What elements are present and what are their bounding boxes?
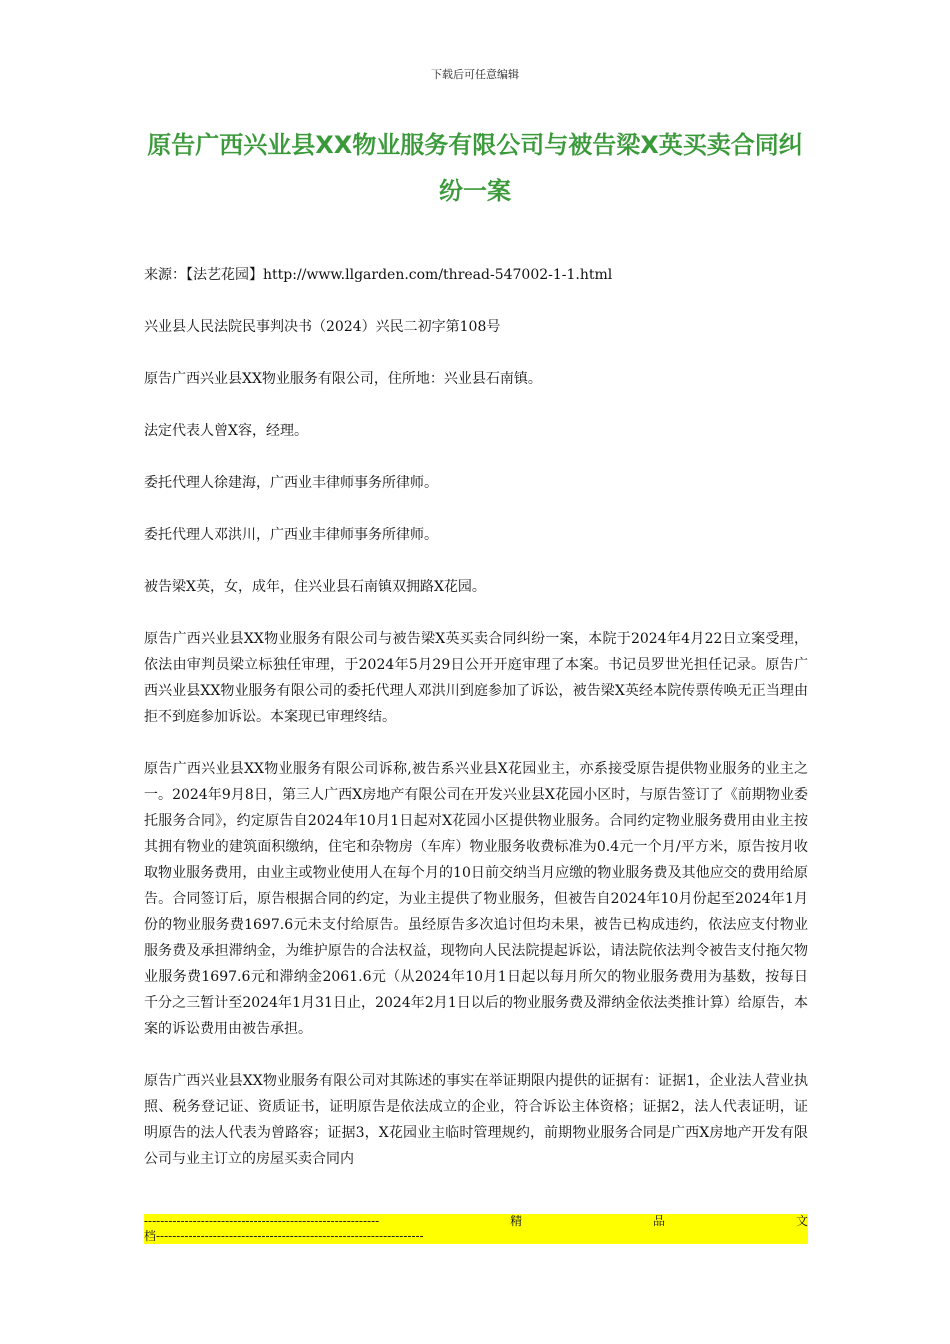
footer-word-2: 品 [653, 1214, 666, 1228]
header-note: 下载后可任意编辑 [431, 68, 519, 81]
legal-representative: 法定代表人曾X容，经理。 [144, 423, 308, 439]
evidence-paragraph: 原告广西兴业县XX物业服务有限公司对其陈述的事实在举证期限内提供的证据有：证据1，企业法人营业执照、税务登记证、资质证书，证明原告是依法成立的企业，符合诉讼主体资格；证据2，法人代表证明，证明原告的法人代表为曾路容；证据3，X花园业主临时管理规约，前期物业服务合同是广西X房地产开发有限公司与业主订立的房屋买卖合同内 [144, 1073, 808, 1167]
footer-word-3: 文 [795, 1214, 808, 1228]
footer-row-1 [144, 1214, 808, 1229]
agent-2: 委托代理人邓洪川，广西业丰律师事务所律师。 [144, 527, 438, 543]
footer-dashes: ---------------------------------------------------------- [144, 1214, 380, 1228]
defendant-info: 被告梁X英，女，成年，住兴业县石南镇双拥路X花园。 [144, 579, 486, 595]
source-line: 来源：【法艺花园】http://www.llgarden.com/thread-547002-1-1.html [144, 267, 613, 283]
footer-row-2: 档------------------------------------------------------------------ [144, 1229, 424, 1243]
document-title: 原告广西兴业县XX物业服务有限公司与被告梁X英买卖合同纠纷一案 [147, 131, 803, 205]
agent-1: 委托代理人徐建海，广西业丰律师事务所律师。 [144, 475, 438, 491]
plaintiff-info: 原告广西兴业县XX物业服务有限公司，住所地：兴业县石南镇。 [144, 371, 542, 387]
document-body [144, 262, 808, 1198]
case-intro-paragraph: 原告广西兴业县XX物业服务有限公司与被告梁X英买卖合同纠纷一案，本院于2024年4月22日立案受理，依法由审判员梁立标独任审理，于2024年5月29日公开开庭审理了本案。书记员罗世光担任记录。原告广西兴业县XX物业服务有限公司的委托代理人邓洪川到庭参加了诉讼，被告梁X英经本院传票传唤无正当理由拒不到庭参加诉讼。本案现已审理终结。 [144, 631, 808, 725]
footer-word-1: 精 [510, 1214, 523, 1228]
case-number: 兴业县人民法院民事判决书（2024）兴民二初字第108号 [144, 319, 501, 335]
footer-watermark-band [144, 1214, 808, 1244]
plaintiff-claim-paragraph: 原告广西兴业县XX物业服务有限公司诉称,被告系兴业县X花园业主，亦系接受原告提供物业服务的业主之一。2024年9月8日，第三人广西X房地产有限公司在开发兴业县X花园小区时，与原告签订了《前期物业委托服务合同》，约定原告自2024年10月1日起对X花园小区提供物业服务。合同约定物业服务费用由业主按其拥有物业的建筑面积缴纳，住宅和杂物房（车库）物业服务收费标准为0.4元一个月/平方米，原告按月收取物业服务费用，由业主或物业使用人在每个月的10日前交纳当月应缴的物业服务费及其他应交的费用给原告。合同签订后，原告根据合同的约定，为业主提供了物业服务，但被告自2024年10月份起至2024年1月份的物业服务费1697.6元未支付给原告。虽经原告多次追讨但均未果，被告已构成违约，依法应支付物业服务费及承担滞纳金，为维护原告的合法权益，现物向人民法院提起诉讼，请法院依法判令被告支付拖欠物业服务费1697.6元和滞纳金2061.6元（从2024年10月1日起以每月所欠的物业服务费用为基数，按每日千分之三暂计至2024年1月31日止，2024年2月1日以后的物业服务费及滞纳金依法类推计算）给原告，本案的诉讼费用由被告承担。 [144, 761, 808, 1037]
